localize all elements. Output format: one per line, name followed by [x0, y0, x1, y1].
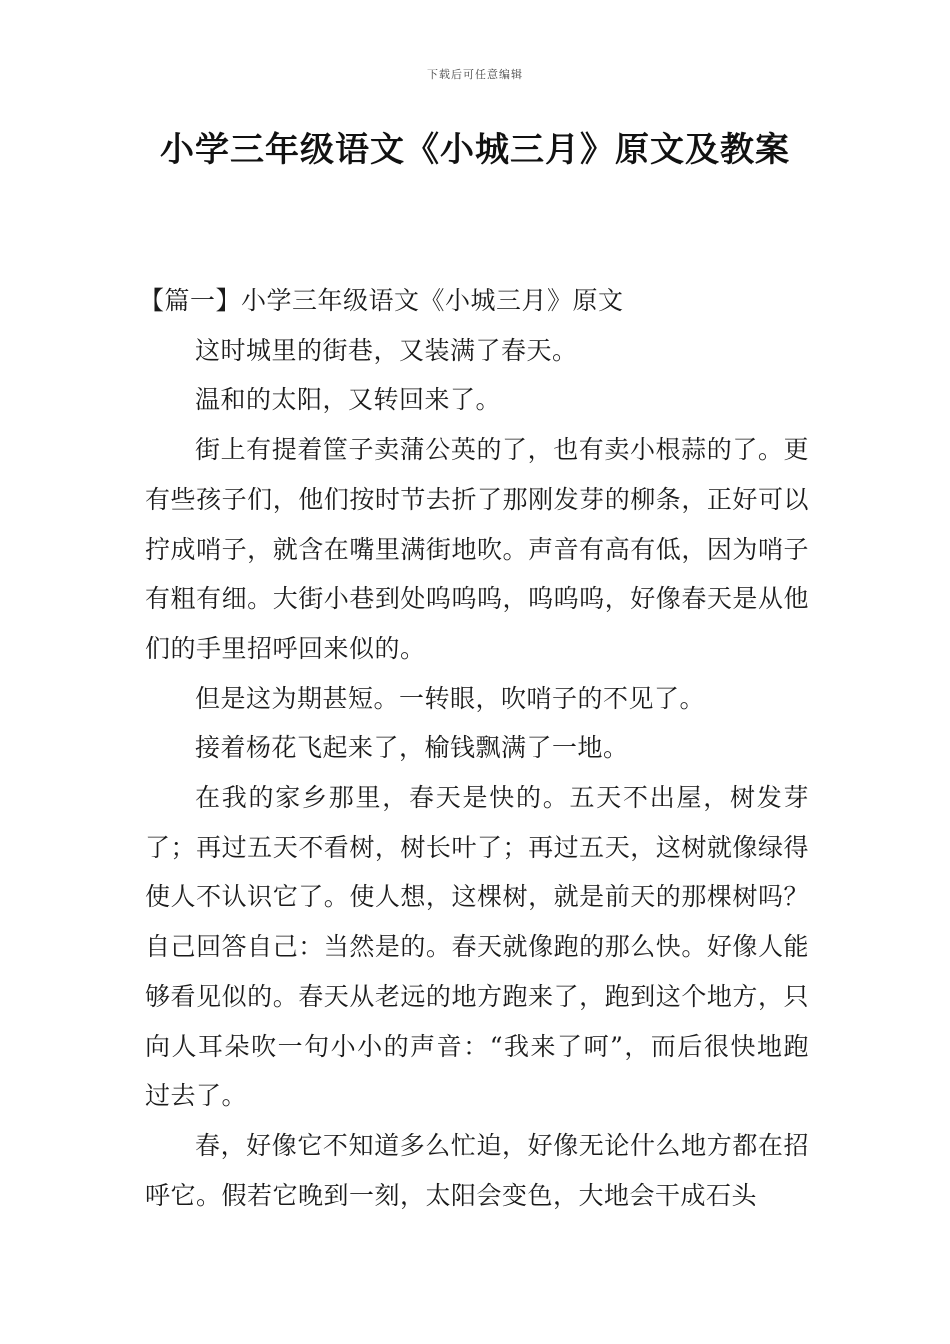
- section-heading: 【篇一】小学三年级语文《小城三月》原文: [139, 286, 624, 315]
- paragraph: 温和的太阳，又转回来了。: [195, 385, 502, 415]
- paragraph: 在我的家乡那里，春天是快的。五天不出屋，树发芽了；再过五天不看树，树长叶了；再过五天，这树就像绿得使人不认识它了。使人想，这棵树，就是前天的那棵树吗？自己回答自己：当然是的。春天就像跑的那么快。好像人能够看见似的。春天从老远的地方跑来了，跑到这个地方，只向人耳朵吹一句小小的声音：“我来了呵”，而后很快地跑过去了。: [145, 783, 809, 1111]
- document-body: [139, 276, 809, 1220]
- document-title: 小学三年级语文《小城三月》原文及教案: [160, 130, 790, 170]
- paragraph: 这时城里的街巷，又装满了春天。: [195, 335, 578, 365]
- paragraph: 街上有提着筐子卖蒲公英的了，也有卖小根蒜的了。更有些孩子们，他们按时节去折了那刚发芽的柳条，正好可以拧成哨子，就含在嘴里满街地吹。声音有高有低，因为哨子有粗有细。大街小巷到处呜呜呜，呜呜呜，好像春天是从他们的手里招呼回来似的。: [145, 435, 809, 663]
- paragraph: 春，好像它不知道多么忙迫，好像无论什么地方都在招呼它。假若它晚到一刻，太阳会变色，大地会干成石头: [145, 1130, 809, 1210]
- paragraph: 接着杨花飞起来了，榆钱飘满了一地。: [195, 733, 629, 763]
- paragraph: 但是这为期甚短。一转眼，吹哨子的不见了。: [195, 683, 706, 713]
- header-note: 下载后可任意编辑: [427, 68, 523, 81]
